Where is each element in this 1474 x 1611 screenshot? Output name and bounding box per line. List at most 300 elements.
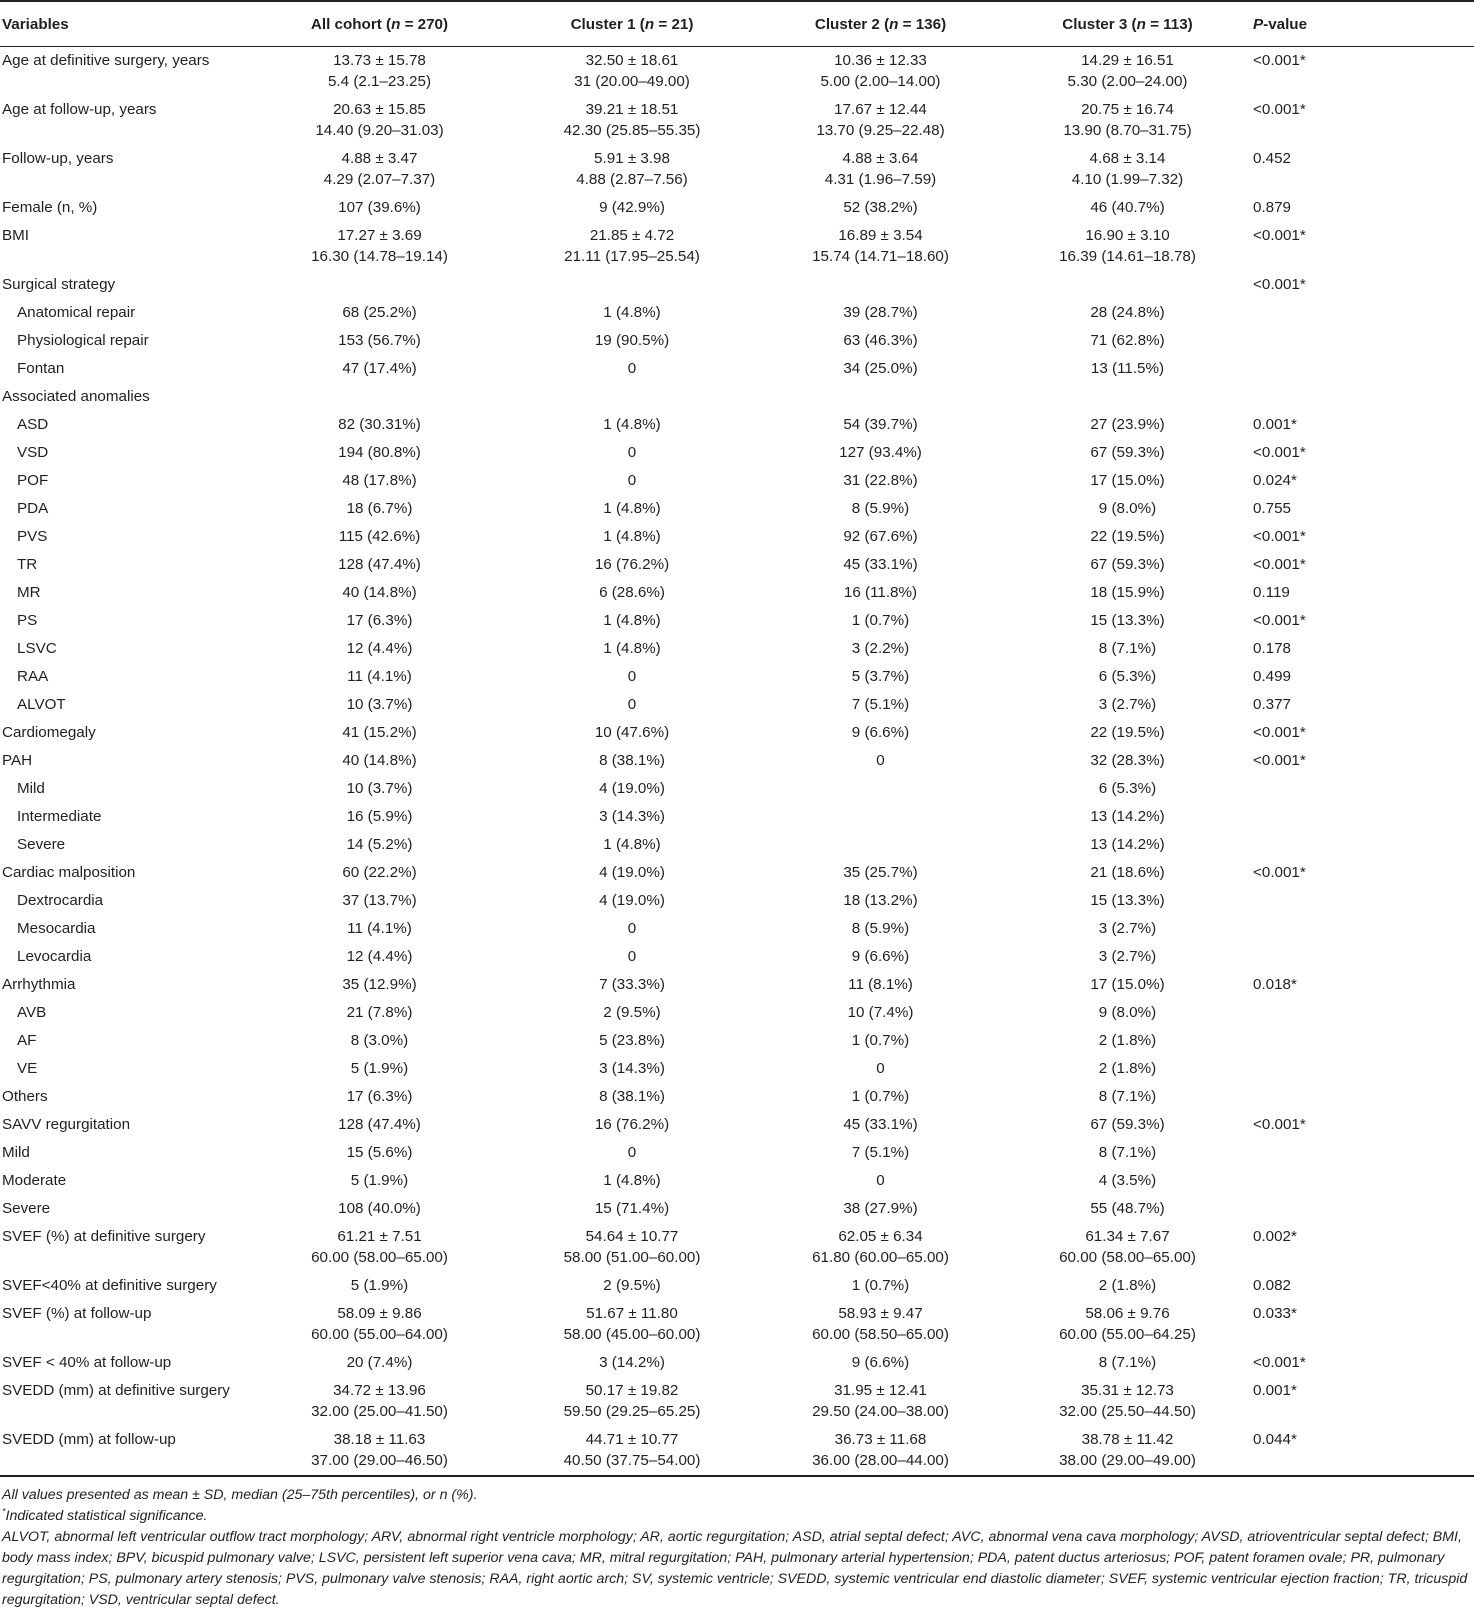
cell-value-line: 3 (14.3%) — [599, 808, 665, 825]
cell-value-line: 21 (18.6%) — [1090, 864, 1165, 881]
cell-c3 — [1004, 887, 1251, 915]
cell-all — [252, 523, 507, 551]
cell-value-line: 13 (14.2%) — [1090, 808, 1165, 825]
cell-value-line: 47 (17.4%) — [342, 360, 417, 377]
cell-value-line: 4.10 (1.99–7.32) — [1071, 171, 1184, 188]
cell-value-line: 60.00 (55.00–64.00) — [311, 1326, 448, 1343]
cell-c2 — [757, 803, 1004, 831]
cell-value-line: 13 (11.5%) — [1090, 360, 1165, 377]
table-row — [0, 145, 1474, 194]
cell-value-line: 11 (4.1%) — [347, 668, 412, 685]
cell-c1 — [507, 775, 757, 803]
cell-value-line: 1 (4.8%) — [603, 836, 661, 853]
cell-value-line: 0 — [627, 920, 637, 937]
cell-p-value: <0.001* — [1253, 101, 1306, 118]
cell-variable: PAH — [2, 752, 33, 769]
table-body — [0, 47, 1474, 1477]
cell-c2 — [757, 1139, 1004, 1167]
cell-all — [252, 1139, 507, 1167]
cell-value-line: 0 — [627, 472, 637, 489]
table-row — [0, 1426, 1474, 1476]
cell-c3 — [1004, 775, 1251, 803]
cell-value-line: 67 (59.3%) — [1090, 444, 1165, 461]
cell-p-value: <0.001* — [1253, 227, 1306, 244]
cell-value-line: 58.09 ± 9.86 — [337, 1305, 422, 1322]
cell-c3 — [1004, 222, 1251, 271]
cell-all — [252, 1272, 507, 1300]
cell-c1 — [507, 607, 757, 635]
cell-c2 — [757, 194, 1004, 222]
table-row — [0, 1027, 1474, 1055]
cell-c3 — [1004, 691, 1251, 719]
cell-c1 — [507, 1027, 757, 1055]
table-row — [0, 1300, 1474, 1349]
cell-c2 — [757, 495, 1004, 523]
cell-c3 — [1004, 1272, 1251, 1300]
cell-c2 — [757, 1377, 1004, 1426]
header-cluster-3: Cluster 3 (n = 113) — [1004, 1, 1251, 47]
cell-value-line: 153 (56.7%) — [338, 332, 421, 349]
cell-all — [252, 1195, 507, 1223]
cell-value-line: 7 (5.1%) — [851, 696, 910, 713]
cell-value-line: 15 (5.6%) — [346, 1144, 413, 1161]
table-row — [0, 439, 1474, 467]
cell-variable: PS — [17, 612, 38, 629]
table-row — [0, 999, 1474, 1027]
cell-value-line: 4 (19.0%) — [599, 892, 665, 909]
cell-c2 — [757, 775, 1004, 803]
cell-value-line: 4.88 ± 3.64 — [842, 150, 919, 167]
cell-c2 — [757, 971, 1004, 999]
cell-p-value: 0.178 — [1253, 640, 1292, 657]
cell-c3 — [1004, 915, 1251, 943]
cell-value-line: 0 — [627, 1144, 637, 1161]
cell-value-line: 4.88 ± 3.47 — [341, 150, 418, 167]
cell-c3 — [1004, 831, 1251, 859]
cell-c2 — [757, 887, 1004, 915]
cell-all — [252, 887, 507, 915]
cell-value-line: 5 (1.9%) — [350, 1172, 409, 1189]
cell-variable: SVEF < 40% at follow-up — [2, 1354, 172, 1371]
cell-c1 — [507, 222, 757, 271]
table-row — [0, 1167, 1474, 1195]
cell-all — [252, 383, 507, 411]
cell-c3 — [1004, 747, 1251, 775]
cell-c1 — [507, 971, 757, 999]
table-row — [0, 887, 1474, 915]
cell-c3 — [1004, 579, 1251, 607]
cell-variable: SVEDD (mm) at follow-up — [0, 1426, 252, 1476]
cell-c2 — [757, 943, 1004, 971]
table-row — [0, 943, 1474, 971]
cell-value-line: 4.68 ± 3.14 — [1089, 150, 1166, 167]
cell-value-line: 45 (33.1%) — [843, 556, 918, 573]
table-row — [0, 607, 1474, 635]
cell-all — [252, 607, 507, 635]
cell-value-line: 45 (33.1%) — [843, 1116, 918, 1133]
cell-all — [252, 971, 507, 999]
cell-c3 — [1004, 439, 1251, 467]
cell-c2 — [757, 1426, 1004, 1476]
cell-value-line: 0 — [627, 444, 637, 461]
cell-all — [252, 691, 507, 719]
cell-value-line: 52 (38.2%) — [843, 199, 918, 216]
cell-value-line: 55 (48.7%) — [1090, 1200, 1165, 1217]
cell-c2 — [757, 551, 1004, 579]
cell-c1 — [507, 194, 757, 222]
cell-c1 — [507, 327, 757, 355]
table-row — [0, 1083, 1474, 1111]
cell-value-line: 61.80 (60.00–65.00) — [812, 1249, 949, 1266]
cell-c2 — [757, 691, 1004, 719]
table-row — [0, 1055, 1474, 1083]
cell-value-line: 8 (7.1%) — [1098, 1144, 1157, 1161]
cell-value-line: 54 (39.7%) — [843, 416, 918, 433]
header-all-cohort: All cohort (n = 270) — [252, 1, 507, 47]
cell-value-line: 15 (13.3%) — [1090, 892, 1165, 909]
cell-c1 — [507, 1223, 757, 1272]
cell-c3 — [1004, 411, 1251, 439]
cell-value-line: 19 (90.5%) — [594, 332, 670, 349]
cell-value-line: 2 (1.8%) — [1098, 1277, 1157, 1294]
cell-value-line: 54.64 ± 10.77 — [585, 1228, 679, 1245]
cell-c1 — [507, 411, 757, 439]
cell-all — [252, 999, 507, 1027]
cell-value-line: 10 (3.7%) — [346, 696, 413, 713]
cell-variable: Age at follow-up, years — [2, 101, 157, 118]
cell-value-line: 5.91 ± 3.98 — [594, 150, 670, 167]
cell-c3 — [1004, 47, 1251, 97]
cell-c3 — [1004, 1300, 1251, 1349]
cell-value-line: 22 (19.5%) — [1090, 724, 1165, 741]
cell-c2 — [757, 411, 1004, 439]
cell-c3 — [1004, 1426, 1251, 1476]
cell-p-value: 0.033* — [1253, 1305, 1297, 1322]
table-row — [0, 663, 1474, 691]
cell-value-line: 17.27 ± 3.69 — [337, 227, 422, 244]
cell-c1 — [507, 915, 757, 943]
cell-c2 — [757, 1349, 1004, 1377]
cell-all — [252, 1377, 507, 1426]
cell-all — [252, 1083, 507, 1111]
cell-value-line: 11 (8.1%) — [848, 976, 913, 993]
cell-value-line: 1 (0.7%) — [851, 612, 910, 629]
table-row — [0, 299, 1474, 327]
cell-c1 — [507, 1300, 757, 1349]
cell-value-line: 5 (3.7%) — [851, 668, 910, 685]
cell-value-line: 5 (1.9%) — [350, 1060, 409, 1077]
cell-value-line: 31 (20.00–49.00) — [574, 73, 690, 90]
cell-c1 — [507, 145, 757, 194]
footnote-values: All values presented as mean ± SD, median (25–75th percentiles), or n (%). — [2, 1487, 478, 1503]
cell-c2 — [757, 222, 1004, 271]
cell-value-line: 10 (3.7%) — [346, 780, 413, 797]
cell-variable: Associated anomalies — [2, 388, 150, 405]
table-row — [0, 635, 1474, 663]
cell-value-line: 194 (80.8%) — [338, 444, 421, 461]
cell-value-line: 107 (39.6%) — [338, 199, 421, 216]
cell-variable: Severe — [2, 1200, 51, 1217]
table-row — [0, 355, 1474, 383]
cell-value-line: 17 (6.3%) — [346, 1088, 413, 1105]
cell-value-line: 3 (2.7%) — [1098, 920, 1157, 937]
cell-all — [252, 1349, 507, 1377]
cell-all — [252, 1167, 507, 1195]
cell-value-line: 13.70 (9.25–22.48) — [816, 122, 945, 139]
cell-value-line: 32.50 ± 18.61 — [585, 52, 679, 69]
table-row — [0, 551, 1474, 579]
cell-c3 — [1004, 551, 1251, 579]
cell-p-value: 0.755 — [1253, 500, 1292, 517]
table-row — [0, 775, 1474, 803]
cell-c3 — [1004, 1055, 1251, 1083]
cell-value-line: 4 (19.0%) — [599, 864, 665, 881]
cell-c2 — [757, 1223, 1004, 1272]
cell-value-line: 2 (9.5%) — [603, 1004, 661, 1021]
cell-value-line: 51.67 ± 11.80 — [586, 1305, 678, 1322]
cell-value-line: 7 (5.1%) — [851, 1144, 910, 1161]
cell-all — [252, 1426, 507, 1476]
cell-c1 — [507, 1111, 757, 1139]
cell-value-line: 4 (3.5%) — [1098, 1172, 1157, 1189]
cell-c2 — [757, 299, 1004, 327]
cell-p-value: <0.001* — [1253, 276, 1306, 293]
cell-value-line: 115 (42.6%) — [338, 528, 421, 545]
cell-value-line: 39.21 ± 18.51 — [585, 101, 679, 118]
cell-value-line: 42.30 (25.85–55.35) — [563, 122, 701, 139]
cell-value-line: 1 (4.8%) — [603, 612, 661, 629]
cell-c3 — [1004, 1377, 1251, 1426]
cell-c2 — [757, 145, 1004, 194]
cell-variable: BMI — [2, 227, 30, 244]
cell-c1 — [507, 299, 757, 327]
cell-all — [252, 1223, 507, 1272]
cell-c3 — [1004, 523, 1251, 551]
cell-value-line: 39 (28.7%) — [843, 304, 918, 321]
cell-c3 — [1004, 859, 1251, 887]
cell-value-line: 38 (27.9%) — [843, 1200, 918, 1217]
cell-value-line: 1 (4.8%) — [603, 1172, 661, 1189]
cell-value-line: 37 (13.7%) — [342, 892, 417, 909]
cell-c2 — [757, 1300, 1004, 1349]
cell-c2 — [757, 1027, 1004, 1055]
cell-c2 — [757, 96, 1004, 145]
cell-c1 — [507, 1083, 757, 1111]
cell-p-value: <0.001* — [1253, 52, 1306, 69]
table-row — [0, 1139, 1474, 1167]
cell-value-line: 68 (25.2%) — [342, 304, 417, 321]
cell-p-value: <0.001* — [1253, 1116, 1306, 1133]
cell-all — [252, 551, 507, 579]
cell-c1 — [507, 1139, 757, 1167]
cell-c1 — [507, 887, 757, 915]
cell-c1 — [507, 803, 757, 831]
table-row — [0, 1272, 1474, 1300]
cell-variable: SAVV regurgitation — [2, 1116, 131, 1133]
cell-p-value: 0.044* — [1251, 1426, 1474, 1476]
cell-p-value: <0.001* — [1253, 724, 1306, 741]
table-row — [0, 915, 1474, 943]
cell-value-line: 9 (6.6%) — [851, 948, 910, 965]
cell-value-line: 9 (6.6%) — [851, 1354, 910, 1371]
cell-value-line: 128 (47.4%) — [338, 556, 421, 573]
cell-value-line: 8 (38.1%) — [599, 1088, 665, 1105]
cell-c2 — [757, 383, 1004, 411]
cell-c1 — [507, 355, 757, 383]
cell-value-line: 60 (22.2%) — [342, 864, 417, 881]
cell-p-value: 0.879 — [1253, 199, 1292, 216]
cell-value-line: 0 — [876, 752, 885, 769]
table-row — [0, 971, 1474, 999]
cell-value-line: 82 (30.31%) — [338, 416, 421, 433]
table-row — [0, 579, 1474, 607]
cell-value-line: 1 (4.8%) — [603, 304, 661, 321]
cell-value-line: 67 (59.3%) — [1090, 1116, 1165, 1133]
cell-value-line: 3 (2.2%) — [851, 640, 910, 657]
cell-c1 — [507, 1167, 757, 1195]
cell-value-line: 13.90 (8.70–31.75) — [1063, 122, 1192, 139]
cell-all — [252, 1027, 507, 1055]
cell-variable: Arrhythmia — [2, 976, 76, 993]
cell-value-line: 48 (17.8%) — [342, 472, 417, 489]
cell-all — [252, 47, 507, 97]
cell-all — [252, 495, 507, 523]
cell-value-line: 46 (40.7%) — [1090, 199, 1165, 216]
cell-p-value — [1251, 1027, 1474, 1055]
cell-value-line: 5.30 (2.00–24.00) — [1067, 73, 1188, 90]
table-header — [0, 1, 1474, 47]
cell-c3 — [1004, 299, 1251, 327]
cell-value-line: 37.00 (29.00–46.50) — [311, 1452, 448, 1469]
cell-value-line: 0 — [876, 1060, 885, 1077]
cell-all — [252, 747, 507, 775]
cell-variable: Cardiac malposition — [2, 864, 136, 881]
cell-value-line: 10 (47.6%) — [594, 724, 670, 741]
cell-c2 — [757, 915, 1004, 943]
cell-value-line: 128 (47.4%) — [338, 1116, 421, 1133]
cell-all — [252, 831, 507, 859]
cell-c1 — [507, 1426, 757, 1476]
cell-value-line: 6 (5.3%) — [1098, 780, 1157, 797]
cell-value-line: 16.90 ± 3.10 — [1085, 227, 1170, 244]
cell-value-line: 20.75 ± 16.74 — [1081, 101, 1174, 118]
cell-value-line: 38.00 (29.00–49.00) — [1059, 1452, 1196, 1469]
cell-variable: ASD — [17, 416, 49, 433]
cell-value-line: 38.18 ± 11.63 — [333, 1431, 426, 1448]
cell-value-line: 61.21 ± 7.51 — [337, 1228, 422, 1245]
cell-value-line: 1 (0.7%) — [851, 1032, 910, 1049]
cell-value-line: 38.78 ± 11.42 — [1081, 1431, 1174, 1448]
cell-p-value: <0.001* — [1253, 612, 1306, 629]
cell-value-line: 1 (0.7%) — [851, 1088, 910, 1105]
cell-p-value: <0.001* — [1253, 752, 1306, 769]
cell-variable: VSD — [17, 444, 49, 461]
cell-all — [252, 411, 507, 439]
cell-c1 — [507, 1195, 757, 1223]
header-cluster-1: Cluster 1 (n = 21) — [507, 1, 757, 47]
cell-variable: SVEF (%) at definitive surgery — [2, 1228, 206, 1245]
table-row — [0, 1111, 1474, 1139]
cell-value-line: 3 (2.7%) — [1098, 696, 1157, 713]
cell-value-line: 63 (46.3%) — [843, 332, 918, 349]
cell-value-line: 22 (19.5%) — [1090, 528, 1165, 545]
cell-p-value: 0.018* — [1253, 976, 1297, 993]
cell-value-line: 18 (13.2%) — [843, 892, 918, 909]
cell-value-line: 14.40 (9.20–31.03) — [315, 122, 444, 139]
cell-c1 — [507, 831, 757, 859]
cell-value-line: 6 (28.6%) — [599, 584, 665, 601]
cell-c2 — [757, 47, 1004, 97]
cell-value-line: 28 (24.8%) — [1090, 304, 1165, 321]
cell-variable: PDA — [17, 500, 49, 517]
cell-variable: Cardiomegaly — [2, 724, 96, 741]
cell-value-line: 12 (4.4%) — [346, 640, 413, 657]
cell-value-line: 60.00 (58.00–65.00) — [311, 1249, 448, 1266]
cell-value-line: 41 (15.2%) — [342, 724, 417, 741]
cell-p-value — [1251, 887, 1474, 915]
cell-value-line: 60.00 (55.00–64.25) — [1059, 1326, 1196, 1343]
cell-value-line: 12 (4.4%) — [346, 948, 413, 965]
table-row — [0, 1349, 1474, 1377]
cell-value-line: 0 — [876, 1172, 885, 1189]
cell-all — [252, 194, 507, 222]
cell-p-value — [1251, 1083, 1474, 1111]
cell-all — [252, 775, 507, 803]
cell-variable: Mesocardia — [17, 920, 96, 937]
cell-c1 — [507, 96, 757, 145]
cell-value-line: 21 (7.8%) — [346, 1004, 413, 1021]
cell-value-line: 10.36 ± 12.33 — [834, 52, 927, 69]
cell-c3 — [1004, 327, 1251, 355]
cell-value-line: 4.88 (2.87–7.56) — [576, 171, 688, 188]
footnote-abbreviations: ALVOT, abnormal left ventricular outflow tract morphology; ARV, abnormal right ventricle morphology; AR, aortic regurgitation; ASD, atrial septal defect; AVC, abnormal vena cava morphology; AVSD, atrioventricular septal defect; BMI, body mass index; BPV, bicuspid pulmonary valve; LSVC, persistent left superior vena cava; MR, mitral regurgitation; PAH, pulmonary arterial hypertension; PDA, patent ductus arteriosus; POF, patent foramen ovale; PR, pulmonary regurgitation; PS, pulmonary artery stenosis; PVS, pulmonary valve stenosis; RAA, right aortic arch; SV, systemic ventricle; SVEDD, systemic ventricular end diastolic diameter; SVEF, systemic ventricular ejection fraction; TR, tricuspid regurgitation; VSD, ventricular septal defect. — [2, 1529, 1468, 1608]
table-row — [0, 222, 1474, 271]
cell-value-line: 5.4 (2.1–23.25) — [327, 73, 431, 90]
cell-c2 — [757, 859, 1004, 887]
cell-c3 — [1004, 1195, 1251, 1223]
cell-p-value: 0.001* — [1253, 416, 1297, 433]
table-row — [0, 383, 1474, 411]
cell-c3 — [1004, 719, 1251, 747]
cell-value-line: 17 (15.0%) — [1090, 472, 1165, 489]
cell-value-line: 3 (14.3%) — [599, 1060, 665, 1077]
cell-variable: SVEDD (mm) at definitive surgery — [2, 1382, 230, 1399]
cell-all — [252, 579, 507, 607]
cell-value-line: 13 (14.2%) — [1090, 836, 1165, 853]
cell-value-line: 40.50 (37.75–54.00) — [563, 1452, 701, 1469]
cell-p-value — [1251, 915, 1474, 943]
cell-variable: SVEF (%) at follow-up — [2, 1305, 152, 1322]
cell-p-value — [1251, 1195, 1474, 1223]
cell-p-value — [1251, 775, 1474, 803]
header-cluster-2: Cluster 2 (n = 136) — [757, 1, 1004, 47]
cell-c1 — [507, 467, 757, 495]
cell-all — [252, 467, 507, 495]
cell-value-line: 15.74 (14.71–18.60) — [812, 248, 949, 265]
cell-c3 — [1004, 1139, 1251, 1167]
cell-p-value: 0.499 — [1253, 668, 1292, 685]
cell-c3 — [1004, 943, 1251, 971]
cell-value-line: 5.00 (2.00–14.00) — [820, 73, 941, 90]
table-row — [0, 803, 1474, 831]
cell-value-line: 40 (14.8%) — [342, 584, 417, 601]
table-footnotes — [0, 1477, 1474, 1611]
table-row — [0, 747, 1474, 775]
cell-value-line: 0 — [627, 360, 637, 377]
cell-value-line: 3 (14.2%) — [599, 1354, 665, 1371]
cell-c1 — [507, 691, 757, 719]
cell-p-value — [1251, 299, 1474, 327]
